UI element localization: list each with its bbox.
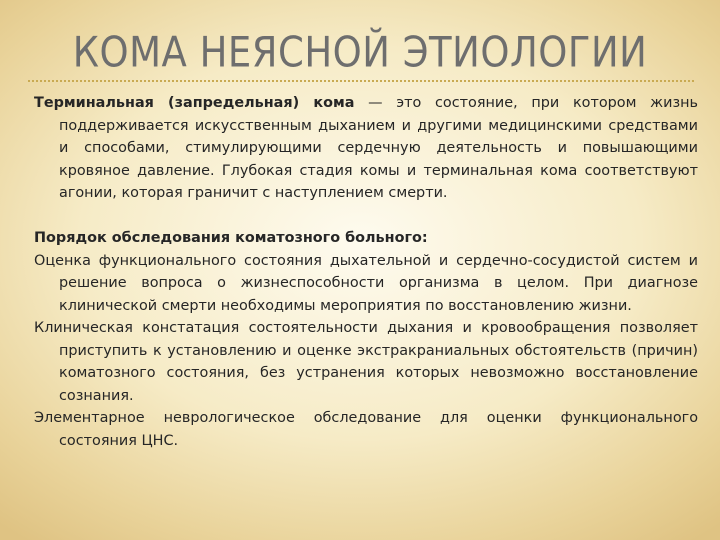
definition-term: Терминальная (запредельная) кома xyxy=(34,95,355,111)
definition-text: это состояние, при котором жизнь поддерживается искусственным дыханием и другими медицинскими средствами и способами, стимулирующими сердечную деятельность и повышающими кровяное давление. Глубокая стадия комы и терминальная кома соответствуют агонии, которая граничит с наступлением смерти. xyxy=(59,95,698,201)
slide-body xyxy=(34,92,698,452)
exam-step: Клиническая констатация состоятельности дыхания и кровообращения позволяет приступить к установлению и оценке экстракраниальных обстоятельств (причин) коматозного состояния, без устранения которых невозможно восстановление сознания. xyxy=(34,320,698,404)
slide-title: КОМА НЕЯСНОЙ ЭТИОЛОГИИ xyxy=(72,28,648,77)
definition-paragraph xyxy=(34,92,698,205)
definition-dash: — xyxy=(354,95,397,111)
exam-step: Оценка функционального состояния дыхательной и сердечно-сосудистой систем и решение вопроса о жизнеспособности организма в целом. При диагнозе клинической смерти необходимы мероприятия по восстановлению жизни. xyxy=(34,252,698,314)
title-divider xyxy=(28,80,694,82)
exam-step: Элементарное неврологическое обследование для оценки функционального состояния ЦНС. xyxy=(34,410,698,449)
exam-heading: Порядок обследования коматозного больного: xyxy=(34,230,428,246)
